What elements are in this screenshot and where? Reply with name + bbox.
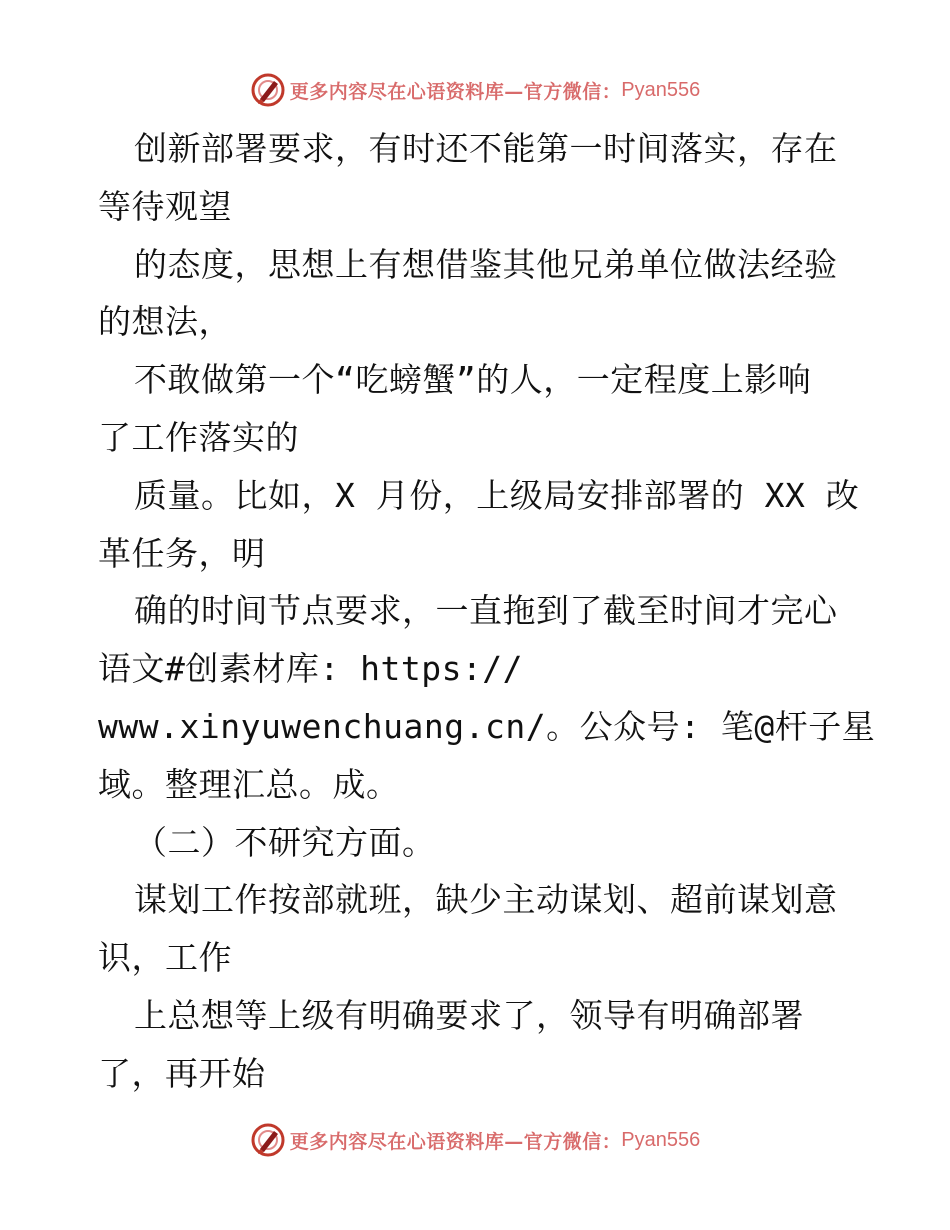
pen-logo-icon xyxy=(250,1122,286,1158)
text-line: 上总想等上级有明确要求了，领导有明确部署 xyxy=(134,995,804,1035)
document-body xyxy=(98,120,876,1103)
text-line: 等待观望 xyxy=(98,186,232,226)
section-heading: （二）不研究方面。 xyxy=(134,822,436,862)
text-line: 域。整理汇总。成。 xyxy=(98,764,400,804)
text-line: 的态度，思想上有想借鉴其他兄弟单位做法经验 xyxy=(134,244,838,284)
footer-text: 更多内容尽在心语资料库—官方微信： xyxy=(289,1130,622,1153)
text-line: www.xinyuwenchuang.cn/。公众号: 笔@杆子星 xyxy=(98,706,876,746)
text-line: 语文#创素材库: https:// xyxy=(98,649,524,689)
text-line: 谋划工作按部就班，缺少主动谋划、超前谋划意 xyxy=(134,880,838,920)
text-line: 了工作落实的 xyxy=(98,417,299,457)
text-line: 质量。比如，X 月份，上级局安排部署的 XX 改 xyxy=(134,475,860,515)
text-line: 不敢做第一个“吃螃蟹”的人，一定程度上影响 xyxy=(134,360,812,400)
text-line: 革任务，明 xyxy=(98,533,266,573)
text-line: 创新部署要求，有时还不能第一时间落实，存在 xyxy=(134,129,838,168)
header-banner xyxy=(0,70,950,110)
header-text: 更多内容尽在心语资料库—官方微信： xyxy=(289,80,622,103)
text-line: 的想法， xyxy=(98,302,232,342)
text-line: 了，再开始 xyxy=(98,1053,266,1093)
text-line: 确的时间节点要求，一直拖到了截至时间才完心 xyxy=(134,591,838,631)
footer-wechat-id: Pyan556 xyxy=(621,1128,701,1151)
text-line: 识，工作 xyxy=(98,938,232,978)
footer-banner xyxy=(0,1120,950,1160)
header-wechat-id: Pyan556 xyxy=(621,78,701,101)
pen-logo-icon xyxy=(250,72,286,108)
